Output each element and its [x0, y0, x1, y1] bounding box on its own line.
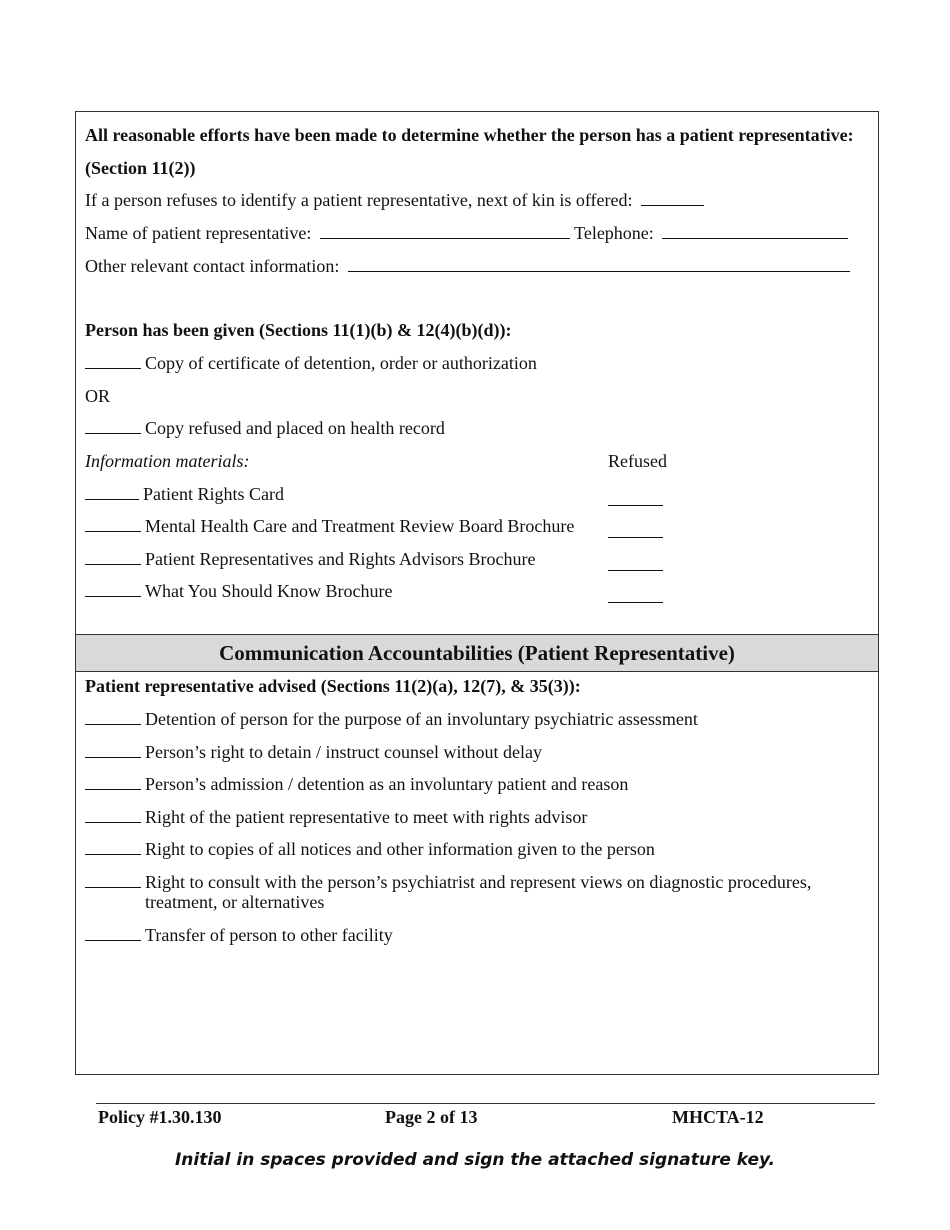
other-contact-field[interactable]: [348, 256, 850, 272]
advised-item-label: Detention of person for the purpose of an involuntary psychiatric assessment: [145, 709, 698, 729]
or-label: OR: [85, 386, 111, 406]
advised-item: [85, 838, 655, 860]
material-row: [85, 548, 535, 570]
advised-item-label: Right of the patient representative to meet with rights advisor: [145, 807, 588, 827]
advised-item: [85, 708, 698, 730]
material-row: [85, 483, 284, 505]
material-label: Patient Representatives and Rights Advisors Brochure: [145, 549, 536, 569]
copy-certificate-initial-field[interactable]: [85, 353, 141, 369]
advised-initial-field[interactable]: [85, 709, 141, 725]
material-refused-field[interactable]: [608, 555, 663, 571]
representative-name-row: [85, 222, 848, 244]
copy-refused-row: [85, 417, 445, 439]
material-label: What You Should Know Brochure: [145, 581, 393, 601]
material-row: [85, 580, 393, 602]
advised-initial-field[interactable]: [85, 742, 141, 758]
material-initial-field[interactable]: [85, 484, 111, 500]
footer-page-number: Page 2 of 13: [385, 1107, 478, 1127]
material-label: Patient Rights Card: [143, 484, 284, 504]
copy-refused-initial-field[interactable]: [85, 418, 141, 434]
material-refused-field[interactable]: [608, 490, 663, 506]
advised-item-label: Transfer of person to other facility: [145, 925, 393, 945]
advised-initial-field[interactable]: [85, 925, 141, 941]
other-contact-label: Other relevant contact information:: [85, 256, 340, 276]
advised-item: [85, 872, 865, 912]
advised-item-label: Right to consult with the person’s psychiatrist and represent views on diagnostic procedures, treatment, or alternatives: [145, 872, 812, 912]
next-of-kin-row: [85, 189, 704, 211]
next-of-kin-label: If a person refuses to identify a patient representative, next of kin is offered:: [85, 190, 633, 210]
copy-certificate-row: [85, 352, 537, 374]
other-contact-row: [85, 255, 850, 277]
refused-column-header: Refused: [608, 451, 667, 471]
person-given-heading: Person has been given (Sections 11(1)(b) & 12(4)(b)(d)):: [85, 320, 512, 340]
advised-initial-field[interactable]: [85, 807, 141, 823]
representative-name-field[interactable]: [320, 223, 570, 239]
form-frame: [75, 111, 879, 1075]
advised-item: [85, 741, 542, 763]
advised-item-label: Person’s admission / detention as an involuntary patient and reason: [145, 774, 629, 794]
material-label: Mental Health Care and Treatment Review Board Brochure: [145, 516, 575, 536]
advised-heading: Patient representative advised (Sections 11(2)(a), 12(7), & 35(3)):: [85, 676, 581, 696]
advised-item-label: Person’s right to detain / instruct counsel without delay: [145, 742, 542, 762]
material-row: [85, 515, 574, 537]
material-initial-field-b[interactable]: [111, 484, 139, 500]
advised-item: [85, 924, 393, 946]
telephone-field[interactable]: [662, 223, 848, 239]
footer-rule: [96, 1103, 875, 1104]
signature-instruction: Initial in spaces provided and sign the attached signature key.: [174, 1150, 776, 1170]
material-initial-field[interactable]: [85, 516, 141, 532]
copy-refused-label: Copy refused and placed on health record: [145, 418, 445, 438]
advised-item-label: Right to copies of all notices and other information given to the person: [145, 839, 655, 859]
advised-item: [85, 773, 628, 795]
material-refused-field[interactable]: [608, 522, 663, 538]
advised-initial-field[interactable]: [85, 872, 141, 888]
information-materials-label: Information materials:: [85, 451, 250, 471]
representative-heading-ref: (Section 11(2)): [85, 158, 196, 178]
material-initial-field[interactable]: [85, 549, 141, 565]
next-of-kin-field[interactable]: [641, 190, 704, 206]
telephone-label: Telephone:: [574, 223, 654, 243]
footer-policy: Policy #1.30.130: [98, 1107, 222, 1127]
communication-banner: Communication Accountabilities (Patient Representative): [76, 634, 878, 672]
representative-heading: All reasonable efforts have been made to determine whether the person has a patient representative:: [85, 125, 854, 145]
advised-item: [85, 806, 587, 828]
representative-name-label: Name of patient representative:: [85, 223, 312, 243]
material-refused-field[interactable]: [608, 587, 663, 603]
advised-initial-field[interactable]: [85, 839, 141, 855]
copy-certificate-label: Copy of certificate of detention, order or authorization: [145, 353, 537, 373]
footer-form-code: MHCTA-12: [672, 1107, 764, 1127]
advised-initial-field[interactable]: [85, 774, 141, 790]
material-initial-field[interactable]: [85, 581, 141, 597]
